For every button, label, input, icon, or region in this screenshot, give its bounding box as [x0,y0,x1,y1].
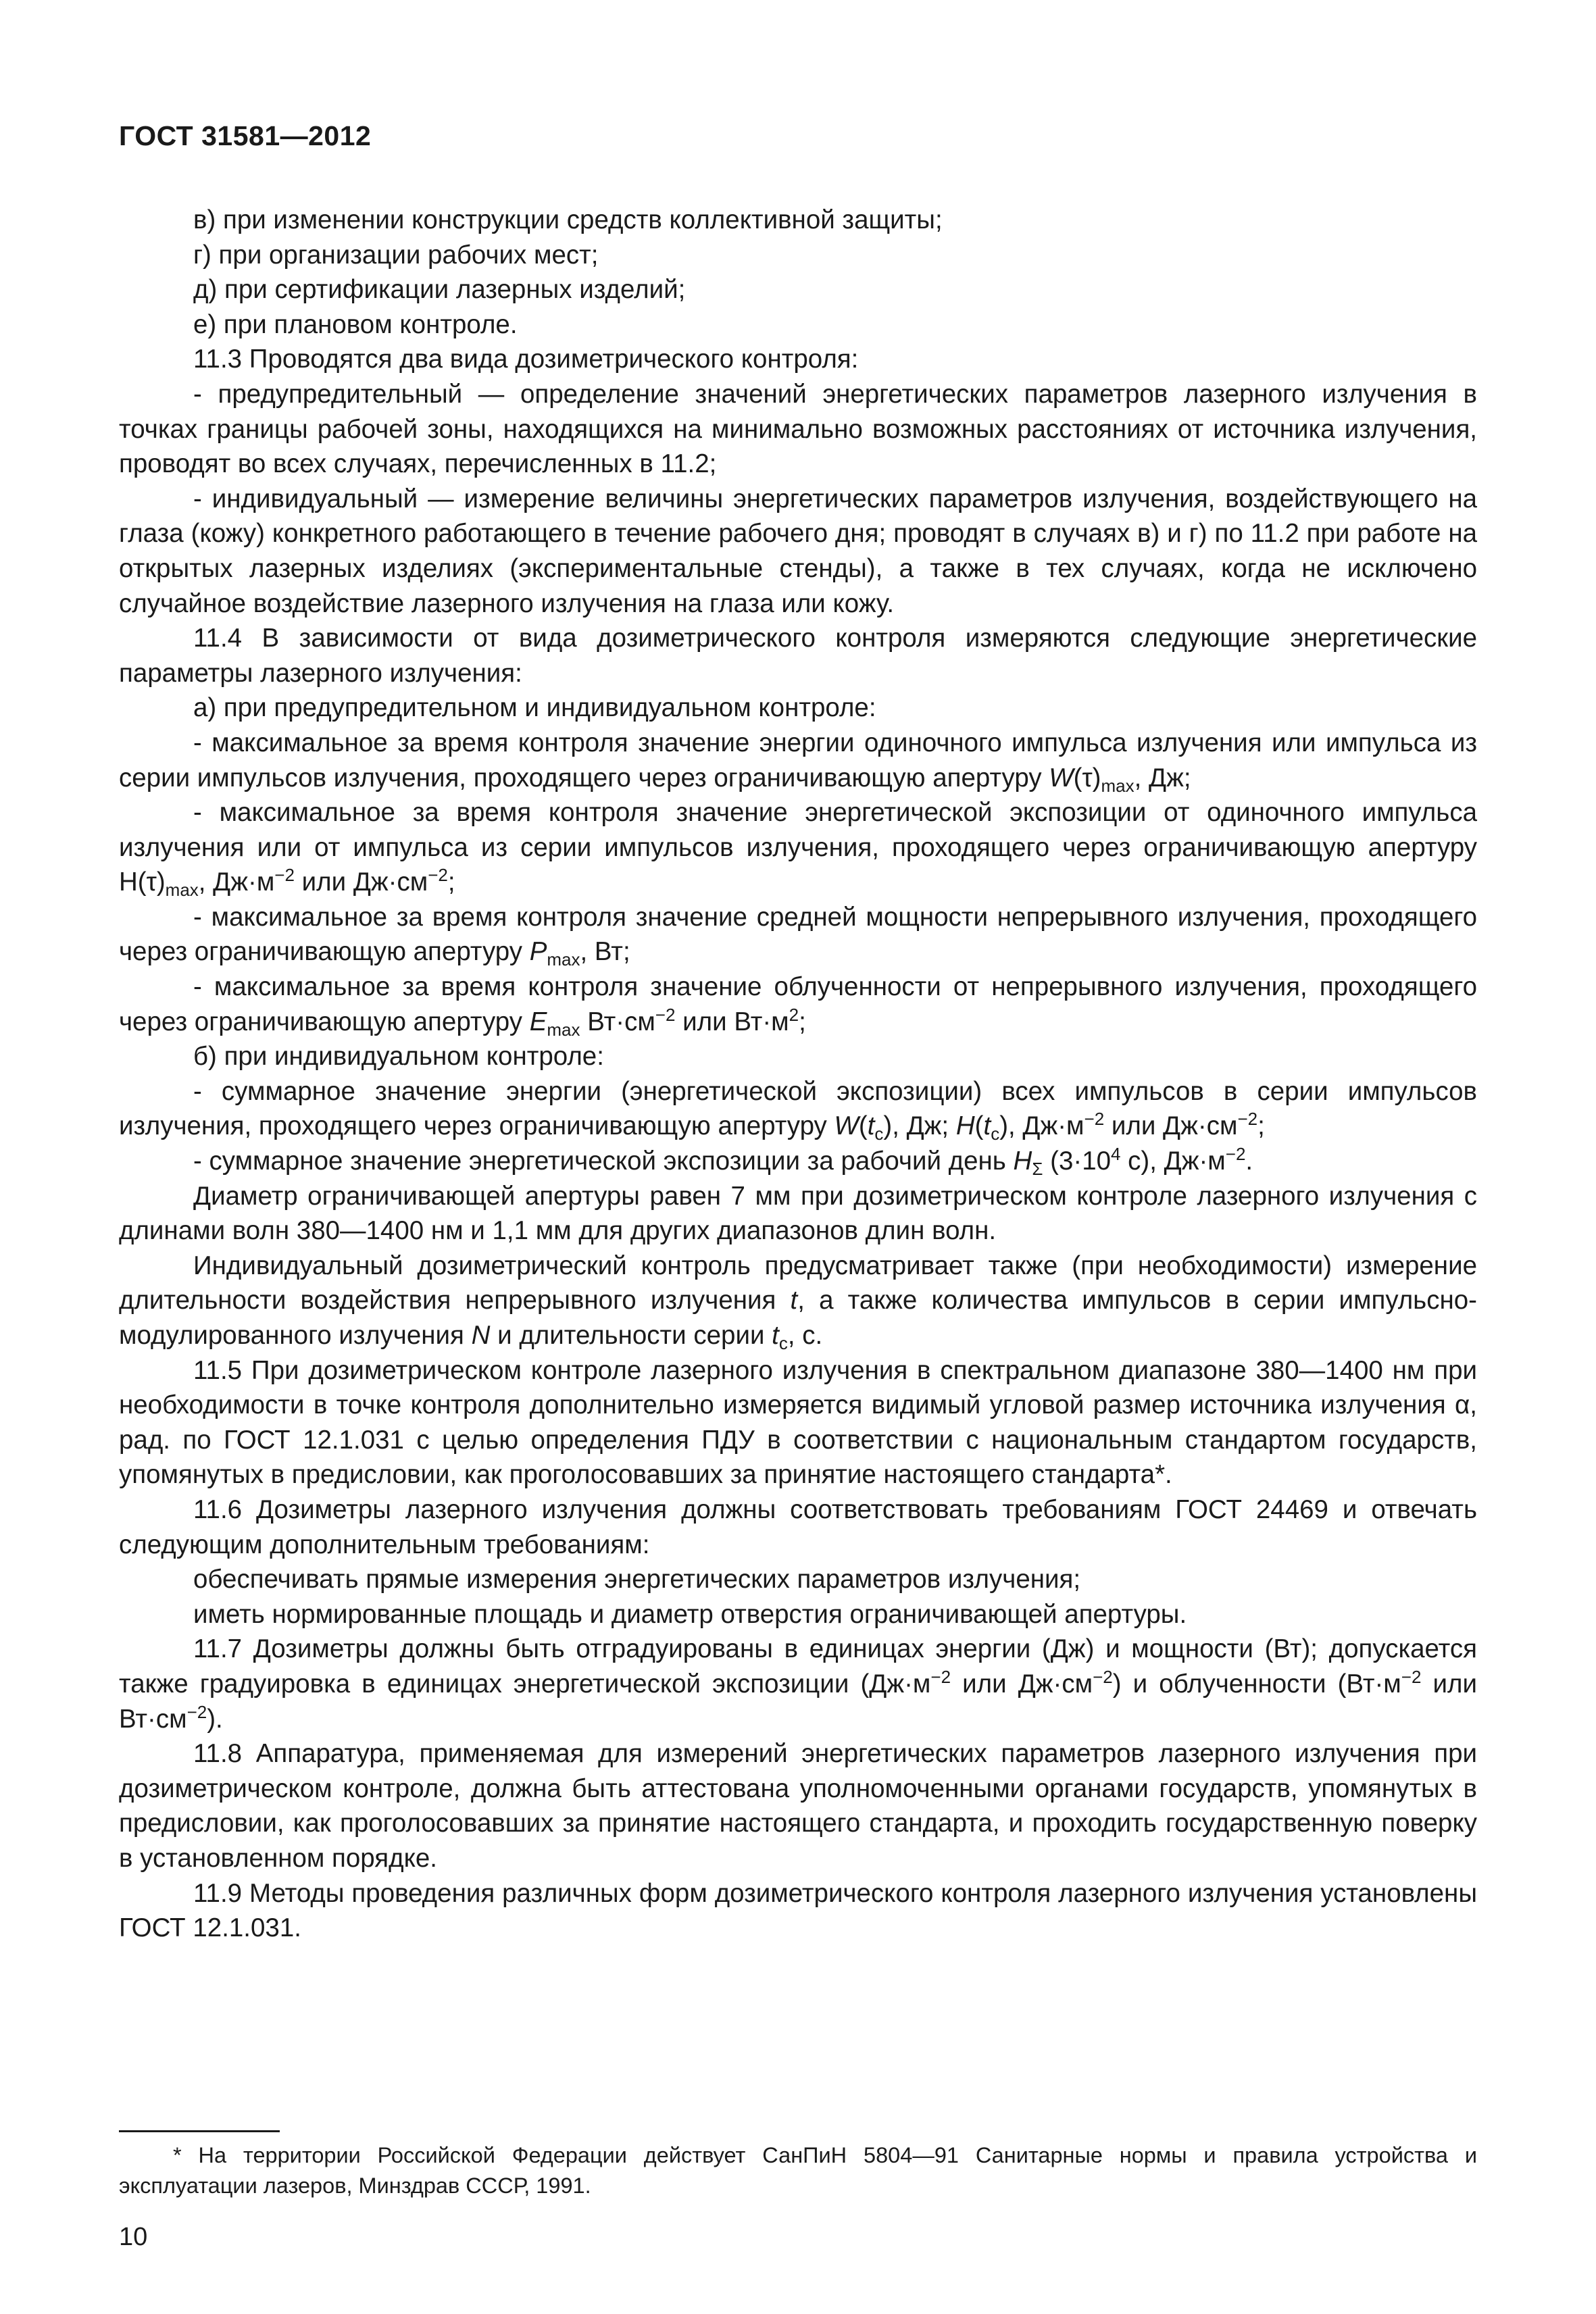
item-b2: - суммарное значение энергетической экспозиции за рабочий день $H_\Sigma$ ($3\cdot 10^4$ с), $Дж\cdot м^{-2}$. [193,1144,1253,1180]
item-b-intro: б) при индивидуальном контроле: [193,1042,604,1072]
item-a1: - максимальное за время контроля значение энергии одиночного импульса излучения или импульса из серии импульсов излучения, проходящего через ограничивающую апертуру $W(\tau)_{max}$, Дж; [119,728,1477,796]
item-a-intro: а) при предупредительном и индивидуальном контроле: [193,693,876,723]
requirement-2: иметь нормированные площадь и диаметр отверстия ограничивающей апертуры. [193,1599,1187,1629]
requirement-1: обеспечивать прямые измерения энергетических параметров излучения; [193,1565,1081,1594]
clause-11-3: 11.3 Проводятся два вида дозиметрического контроля: [193,345,859,374]
item-a4: - максимальное за время контроля значение облученности от непрерывного излучения, проходящего через ограничивающую апертуру $E_{max}$ $Вт\cdot см^{-2}$ или $Вт\cdot м^2$; [119,972,1477,1040]
preventive-control: - предупредительный — определение значений энергетических параметров лазерного излучения в точках границы рабочей зоны, находящихся на минимально возможных расстояниях от источника излучения, проводят во всех случаях, перечисленных в 11.2; [119,379,1477,479]
item-b1: - суммарное значение энергии (энергетической экспозиции) всех импульсов в серии импульсов излучения, проходящего через ограничивающую апертуру $W(t_c)$, Дж; $H(t_c)$, $Дж\cdot м^{-2}$ или $Дж\cdot см^{-2}$; [119,1076,1477,1145]
body-text [119,203,1477,1946]
list-item-v: в) при изменении конструкции средств коллективной защиты; [193,205,943,234]
footnote-divider [119,2130,280,2132]
clause-11-6: 11.6 Дозиметры лазерного излучения должны соответствовать требованиям ГОСТ 24469 и отвечать следующим дополнительным требованиям: [119,1494,1477,1559]
page-header: ГОСТ 31581—2012 [119,120,372,151]
footnote [119,2140,1477,2201]
clause-11-5: 11.5 При дозиметрическом контроле лазерного излучения в спектральном диапазоне 380—1400 нм при необходимости в точке контроля дополнительно измеряется видимый угловой размер источника излучения α, рад. по ГОСТ 12.1.031 с целью определения ПДУ в соответствии с национальным стандартом государств, упомянутых в предисловии, как проголосовавших за принятие настоящего стандарта*. [119,1355,1477,1490]
individual-control: - индивидуальный — измерение величины энергетических параметров излучения, воздействующего на глаза (кожу) конкретного работающего в течение рабочего дня; проводят в случаях в) и г) по 11.2 при работе на открытых лазерных изделиях (экспериментальные стенды), а также в тех случаях, когда не исключено случайное воздействие лазерного излучения на глаза или кожу. [119,484,1477,618]
clause-11-8: 11.8 Аппаратура, применяемая для измерений энергетических параметров лазерного излучения при дозиметрическом контроле, должна быть аттестована уполномоченными органами государств, упомянутых в предисловии, как проголосовавших за принятие настоящего стандарта, и проходить государственную поверку в установленном порядке. [119,1739,1477,1873]
clause-11-4: 11.4 В зависимости от вида дозиметрического контроля измеряются следующие энергетические параметры лазерного излучения: [119,624,1477,688]
aperture-diameter: Диаметр ограничивающей апертуры равен 7 мм при дозиметрическом контроле лазерного излучения с длинами волн 380—1400 нм и 1,1 мм для других диапазонов длин волн. [119,1181,1477,1246]
list-item-e: е) при плановом контроле. [193,309,518,339]
clause-11-9: 11.9 Методы проведения различных форм дозиметрического контроля лазерного излучения установлены ГОСТ 12.1.031. [119,1878,1477,1943]
footnote-text: * На территории Российской Федерации действует СанПиН 5804—91 Санитарные нормы и правила устройства и эксплуатации лазеров, Минздрав СССР, 1991. [119,2143,1477,2198]
list-item-d: д) при сертификации лазерных изделий; [193,275,686,305]
item-a2: - максимальное за время контроля значение энергетической экспозиции от одиночного импульса излучения или от импульса из серии импульсов излучения, проходящего через ограничивающую апертуру $Н(\tau)_{max}$, $Дж\cdot м^{-2}$ или $Дж\cdot см^{-2}$; [119,798,1477,901]
list-item-g: г) при организации рабочих мест; [193,240,599,270]
individual-control-extra: Индивидуальный дозиметрический контроль предусматривает также (при необходимости) измерение длительности воздействия непрерывного излучения t, а также количества импульсов в серии импульсно-модулированного излучения N и длительности серии $t_c$, с. [119,1251,1477,1353]
page-number: 10 [119,2223,148,2251]
item-a3: - максимальное за время контроля значение средней мощности непрерывного излучения, проходящего через ограничивающую апертуру $P_{max}$, Вт; [119,902,1477,970]
clause-11-7: 11.7 Дозиметры должны быть отградуированы в единицах энергии (Дж) и мощности (Вт); допускается также градуировка в единицах энергетической экспозиции ($Дж\cdot м^{-2}$ или $Дж\cdot см^{-2}$) и облученности ($Вт\cdot м^{-2}$ или $Вт\cdot см^{-2}$). [119,1634,1477,1734]
